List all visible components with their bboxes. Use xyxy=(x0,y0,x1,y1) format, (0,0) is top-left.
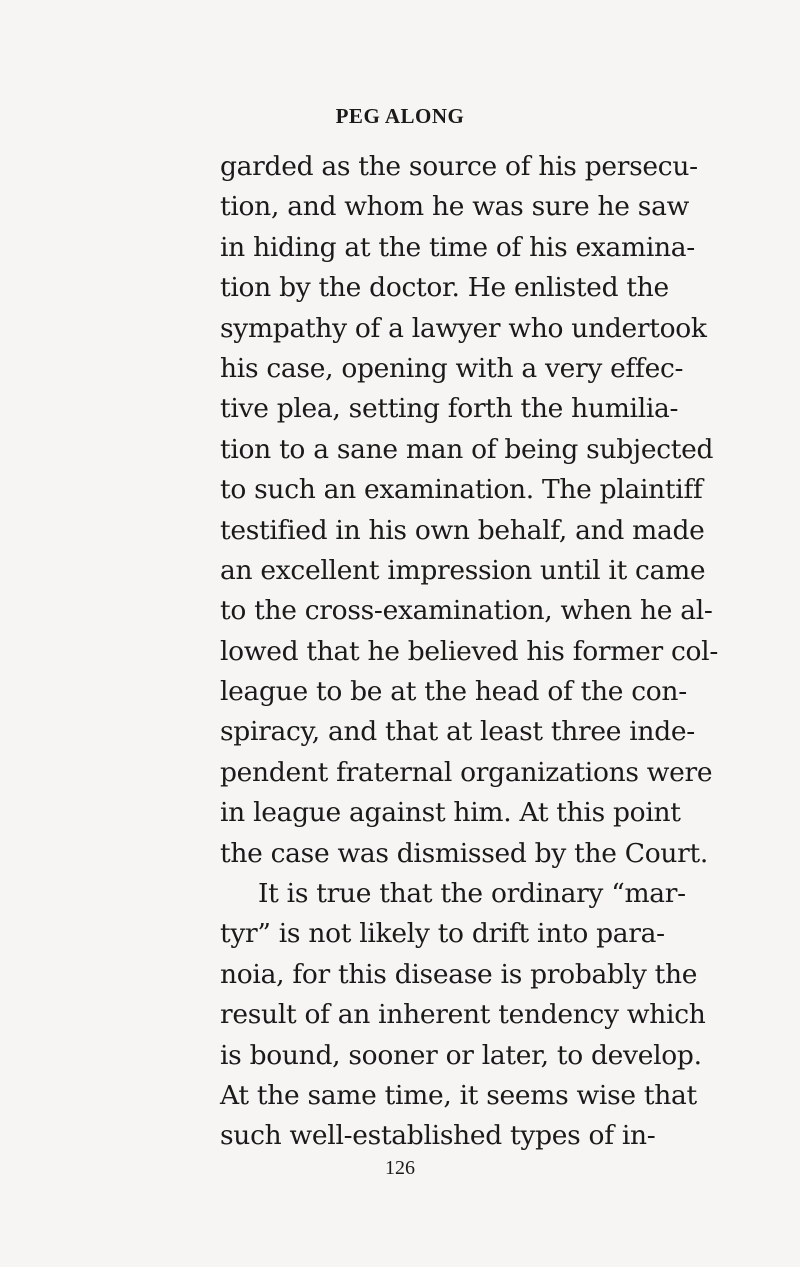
text-line: an excellent impression until it came xyxy=(220,554,706,586)
text-line: tyr” is not likely to drift into para- xyxy=(220,918,665,950)
text-line: tion by the doctor. He enlisted the xyxy=(220,272,669,304)
text-line: At the same time, it seems wise that xyxy=(220,1079,697,1111)
body-text xyxy=(220,147,718,1157)
text-line: garded as the source of his persecu- xyxy=(220,151,698,182)
text-line: in league against him. At this point xyxy=(220,797,681,829)
text-line: It is true that the ordinary “mar- xyxy=(258,878,686,910)
text-line: sympathy of a lawyer who undertook xyxy=(220,312,707,344)
text-line: pendent fraternal organizations were xyxy=(220,756,713,788)
text-line: testified in his own behalf, and made xyxy=(220,514,705,546)
text-line: his case, opening with a very effec- xyxy=(220,352,684,384)
text-line: in hiding at the time of his examina- xyxy=(220,231,695,263)
text-line: tive plea, setting forth the humilia- xyxy=(220,393,679,425)
running-head: PEG ALONG xyxy=(335,104,465,128)
text-line: such well-established types of in- xyxy=(220,1120,656,1152)
text-line: result of an inherent tendency which xyxy=(220,999,706,1031)
text-line: to such an examination. The plaintiff xyxy=(220,474,703,506)
text-line: league to be at the head of the con- xyxy=(220,676,687,708)
text-line: tion, and whom he was sure he saw xyxy=(220,191,689,223)
text-line: lowed that he believed his former col- xyxy=(220,635,718,667)
text-line: spiracy, and that at least three inde- xyxy=(220,716,695,748)
text-line: the case was dismissed by the Court. xyxy=(220,837,709,869)
text-line: noia, for this disease is probably the xyxy=(220,958,698,990)
text-line: to the cross-examination, when he al- xyxy=(220,595,713,627)
text-line: is bound, sooner or later, to develop. xyxy=(220,1039,702,1071)
text-line: tion to a sane man of being subjected xyxy=(220,433,714,465)
page-number: 126 xyxy=(385,1157,415,1179)
